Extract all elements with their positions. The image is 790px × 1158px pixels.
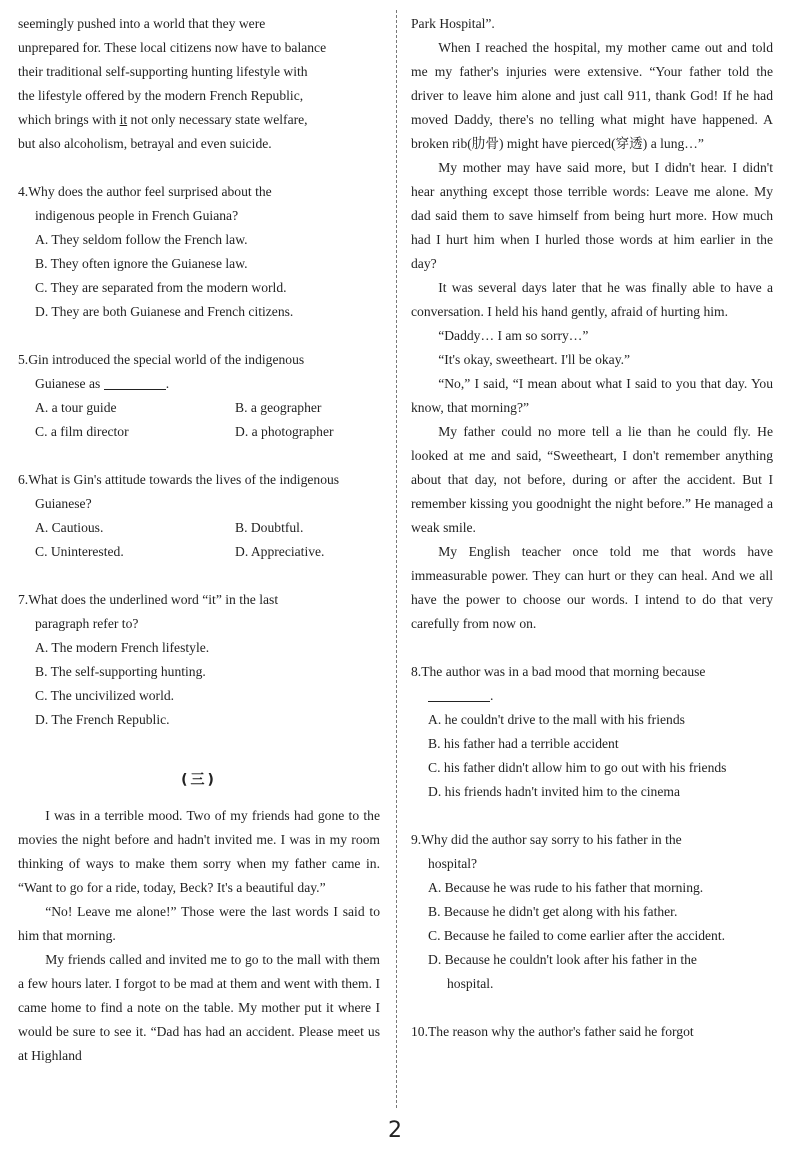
question-text: Guianese? (35, 496, 92, 511)
passage-line: seemingly pushed into a world that they were (18, 16, 266, 31)
option-a: A. Cautious. (35, 520, 104, 535)
question-text: hospital? (428, 856, 478, 871)
question-6: 6. What is Gin's attitude towards the lives of the indigenous Guianese? A. Cautious. B. Doubtful. C. Uninterested. D. Appreciative. (18, 468, 380, 564)
section-title: (三) (181, 772, 217, 788)
passage-line: but also alcoholism, betrayal and even suicide. (18, 136, 272, 151)
option-a: A. They seldom follow the French law. (35, 232, 248, 247)
question-text: indigenous people in French Guiana? (35, 208, 239, 223)
story-paragraph: “Daddy… I am so sorry…” (438, 328, 589, 343)
underlined-word: it (119, 112, 128, 127)
question-4: 4. Why does the author feel surprised about the indigenous people in French Guiana? A. They seldom follow the French law. B. They often ignore the Guianese law. C. They are separated from the modern world. D. They are both Guianese and French citizens. (18, 180, 380, 324)
option-b: B. his father had a terrible accident (428, 736, 619, 751)
passage-line: their traditional self-supporting hunting lifestyle with (18, 64, 308, 79)
answer-blank (104, 375, 166, 390)
page-number: 2 (388, 1118, 402, 1143)
option-c: C. his father didn't allow him to go out with his friends (428, 760, 727, 775)
story-paragraph: I was in a terrible mood. Two of my friends had gone to the movies the night before and hadn't invited me. I was in my room thinking of ways to make them sorry when my father came in. “Want to go for a ride, today, Beck? It's a beautiful day.” (18, 808, 380, 895)
question-9: 9. Why did the author say sorry to his father in the hospital? A. Because he was rude to his father that morning. B. Because he didn't get along with his father. C. Because he failed to come earlier after the accident. D. Because he couldn't look after his father in the hospital. (411, 828, 773, 996)
left-column (18, 12, 380, 1068)
story-paragraph: My friends called and invited me to go to the mall with them a few hours later. I forgot to be mad at them and went with them. I came home to find a note on the table. My mother put it where I would be sure to see it. “Dad has had an accident. Please meet us at Highland (18, 952, 380, 1063)
story-paragraph: “It's okay, sweetheart. I'll be okay.” (438, 352, 631, 367)
story-paragraph: When I reached the hospital, my mother came out and told me my father's injuries were extensive. “Your father told the driver to leave him alone and just call 911, thank God! If he had moved Daddy, there's no telling what might have happened. A broken rib(肋骨) might have pierced(穿透) a lung…” (411, 40, 773, 151)
story-paragraph: “No,” I said, “I mean about what I said to you that day. You know, that morning?” (411, 376, 773, 415)
option-b: B. They often ignore the Guianese law. (35, 256, 248, 271)
question-8: 8. The author was in a bad mood that morning because . A. he couldn't drive to the mall with his friends B. his father had a terrible accident C. his father didn't allow him to go out with his friends D. his friends hadn't invited him to the cinema (411, 660, 773, 804)
column-divider (396, 10, 397, 1108)
question-text: The reason why the author's father said he forgot (428, 1024, 694, 1039)
option-b: B. a geographer (235, 400, 322, 415)
question-text: Why did the author say sorry to his father in the (421, 832, 682, 847)
option-d: D. They are both Guianese and French citizens. (35, 304, 294, 319)
option-a: A. he couldn't drive to the mall with his friends (428, 712, 685, 727)
question-5: 5. Gin introduced the special world of the indigenous Guianese as . A. a tour guide B. a geographer C. a film director D. a photographer (18, 348, 380, 444)
option-d: D. The French Republic. (35, 712, 170, 727)
option-c: C. Because he failed to come earlier after the accident. (428, 928, 726, 943)
option-a: A. Because he was rude to his father that morning. (428, 880, 704, 895)
option-a: A. The modern French lifestyle. (35, 640, 210, 655)
story-paragraph: My English teacher once told me that words have immeasurable power. They can hurt or they can heal. And we all have the power to choose our words. I intend to do that very carefully from now on. (411, 544, 773, 631)
option-b: B. Because he didn't get along with his father. (428, 904, 678, 919)
story-paragraph: My father could no more tell a lie than he could fly. He looked at me and said, “Sweetheart, I don't remember anything about that day, not before, during or after the accident. But I remember kissing you goodnight the night before.” He managed a weak smile. (411, 424, 773, 535)
question-text: What is Gin's attitude towards the lives of the indigenous (28, 472, 340, 487)
option-d: D. Appreciative. (235, 544, 325, 559)
question-10: 10. The reason why the author's father said he forgot (411, 1020, 773, 1044)
story-paragraph: It was several days later that he was finally able to have a conversation. I held his hand gently, afraid of hurting him. (411, 280, 773, 319)
option-b: B. The self-supporting hunting. (35, 664, 206, 679)
question-7: 7. What does the underlined word “it” in the last paragraph refer to? A. The modern French lifestyle. B. The self-supporting hunting. C. The uncivilized world. D. The French Republic. (18, 588, 380, 732)
option-d: D. Because he couldn't look after his father in the (428, 952, 697, 967)
question-text: Gin introduced the special world of the indigenous (28, 352, 305, 367)
right-column (411, 12, 773, 1044)
option-b: B. Doubtful. (235, 520, 304, 535)
question-text: What does the underlined word “it” in the last (28, 592, 279, 607)
question-text: Why does the author feel surprised about the (28, 184, 272, 199)
option-d-cont: hospital. (447, 976, 494, 991)
option-d: D. a photographer (235, 424, 334, 439)
question-text: The author was in a bad mood that morning because (421, 664, 706, 679)
question-text: paragraph refer to? (35, 616, 139, 631)
answer-blank (428, 687, 490, 702)
option-c: C. The uncivilized world. (35, 688, 175, 703)
story-paragraph: “No! Leave me alone!” Those were the last words I said to him that morning. (18, 904, 380, 943)
option-c: C. Uninterested. (35, 544, 124, 559)
option-c: C. a film director (35, 424, 129, 439)
passage-line: which brings with it not only necessary state welfare, (18, 112, 308, 127)
option-d: D. his friends hadn't invited him to the cinema (428, 784, 680, 799)
passage-line: the lifestyle offered by the modern French Republic, (18, 88, 304, 103)
question-text: Guianese as (35, 376, 101, 391)
option-c: C. They are separated from the modern world. (35, 280, 287, 295)
story-paragraph: Park Hospital”. (411, 16, 495, 31)
story-paragraph: My mother may have said more, but I didn't hear. I didn't hear anything except those terrible words: Leave me alone. My dad said them to save himself from being hurt more. How much had I hurt him when I hurled those words at him earlier in the day? (411, 160, 773, 271)
passage-line: unprepared for. These local citizens now have to balance (18, 40, 327, 55)
option-a: A. a tour guide (35, 400, 117, 415)
